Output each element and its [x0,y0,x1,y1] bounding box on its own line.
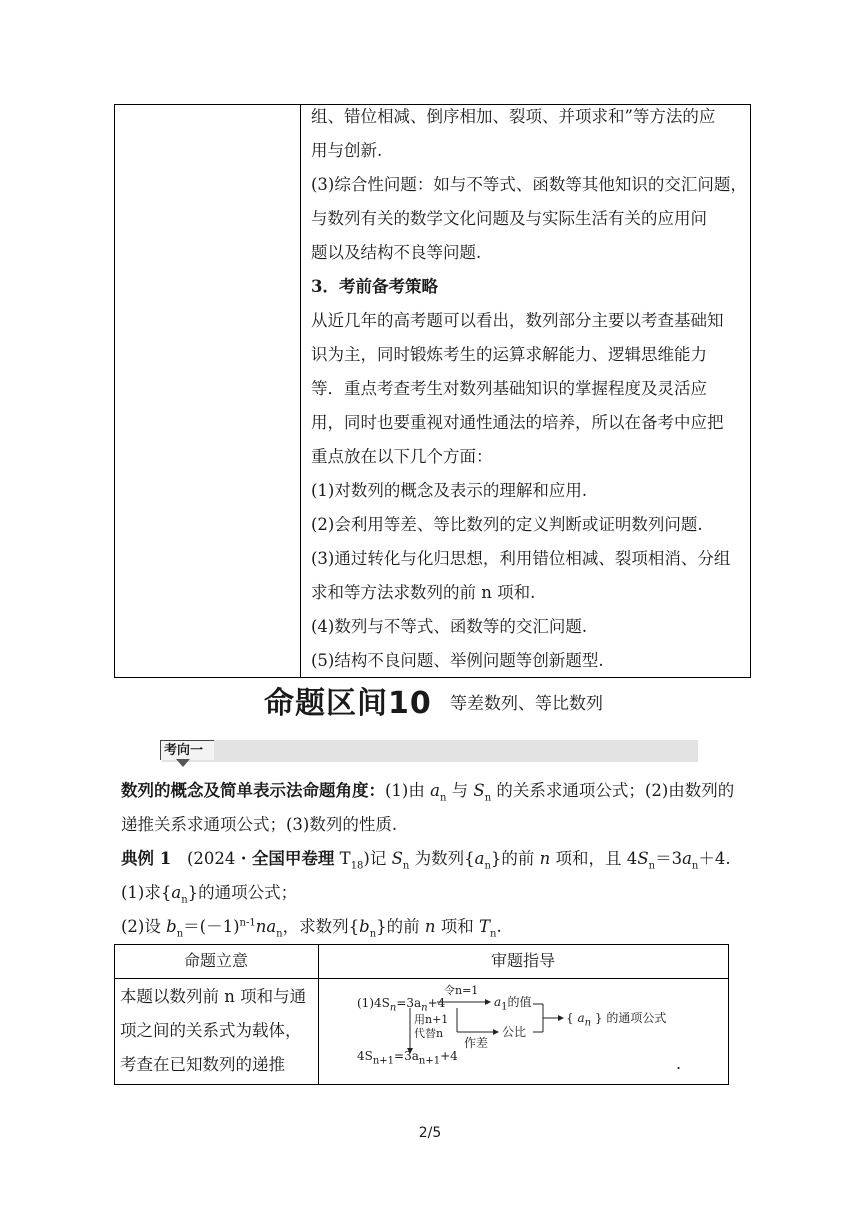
page-number: 2/5 [418,1125,442,1141]
table-line: (3)通过转化与化归思想，利用错位相减、裂项相消、分组 [311,549,731,568]
intro-line-1: 数列的概念及简单表示法命题角度：(1)由 $a_n$ 与 $S_n$ 的关系求通项公式；(2)由数列的 [121,781,735,804]
table-line: 重点放在以下几个方面： [311,447,493,466]
intent-line: 考查在已知数列的递推 [120,1055,285,1074]
header-guide: 审题指导 [490,951,555,970]
example-line: 典例 1 (2024・全国甲卷理 $T_{18}$)记 $S_n$ 为数列$\{a_n\}$的前 n 项和，且 $4S_n=3a_n+4$. [121,849,731,872]
table-line: (4)数列与不等式、函数等的交汇问题. [311,617,588,636]
table-line: 组、错位相减、倒序相加、裂项、并项求和”等方法的应 [311,107,716,126]
diagram-eq2: $4S_{n+1}=3a_{n+1}+4$ [357,1049,458,1067]
diagram-trailing-dot: . [676,1054,682,1073]
intro-line-2: 递推关系求通项公式；(3)数列的性质. [121,815,398,834]
section-subtitle: 等差数列、等比数列 [450,694,603,714]
diagram-let-label: 令n=1 [444,984,479,997]
tag-label: 考向一 [160,740,214,760]
question-1: (1)求$\{a_n\}$的通项公式； [121,883,298,906]
table-heading: 3．考前备考策略 [311,277,438,296]
table-line: 与数列有关的数学文化问题及与实际生活有关的应用问 [311,209,707,228]
table-line: (3)综合性问题：如与不等式、函数等其他知识的交汇问题， [311,175,747,194]
table-line: 用与创新. [311,141,383,160]
diagram-replace: 用n+1 代替n [414,1013,449,1040]
diagram-ratio: 公比 [502,1025,527,1039]
diagram-eq1: $(1)4S_n=3a_n+4$ [357,996,446,1014]
table-line: 从近几年的高考题可以看出，数列部分主要以考查基础知 [311,311,724,330]
diagram-a1: $a_1$的值 [494,995,532,1013]
table-line: 求和等方法求数列的前 n 项和. [311,583,536,602]
table-line: (5)结构不良问题、举例问题等创新题型. [311,651,604,670]
section-title: 命题区间10 [264,686,432,721]
intent-line: 本题以数列前 n 项和与通 [120,987,307,1006]
table-line: 等．重点考查考生对数列基础知识的掌握程度及灵活应 [311,379,707,398]
header-intent: 命题立意 [183,951,248,970]
diagram-result: { $a_n$ } 的通项公式 [566,1011,667,1029]
intent-line: 项之间的关系式为载体， [120,1021,302,1040]
table-line: (2)会利用等差、等比数列的定义判断或证明数列问题. [311,515,703,534]
table-line: 题以及结构不良等问题. [311,243,482,262]
table-line: (1)对数列的概念及表示的理解和应用. [311,481,588,500]
table-line: 用，同时也要重视对通性通法的培养，所以在备考中应把 [311,413,724,432]
table-line: 识为主，同时锻炼考生的运算求解能力、逻辑思维能力 [311,345,707,364]
question-2: (2)设 $b_n=(-1)^{n-1}na_n$，求数列$\{b_n\}$的前 n 项和 $T_n$. [121,917,502,940]
diagram-diff: 作差 [464,1036,489,1050]
